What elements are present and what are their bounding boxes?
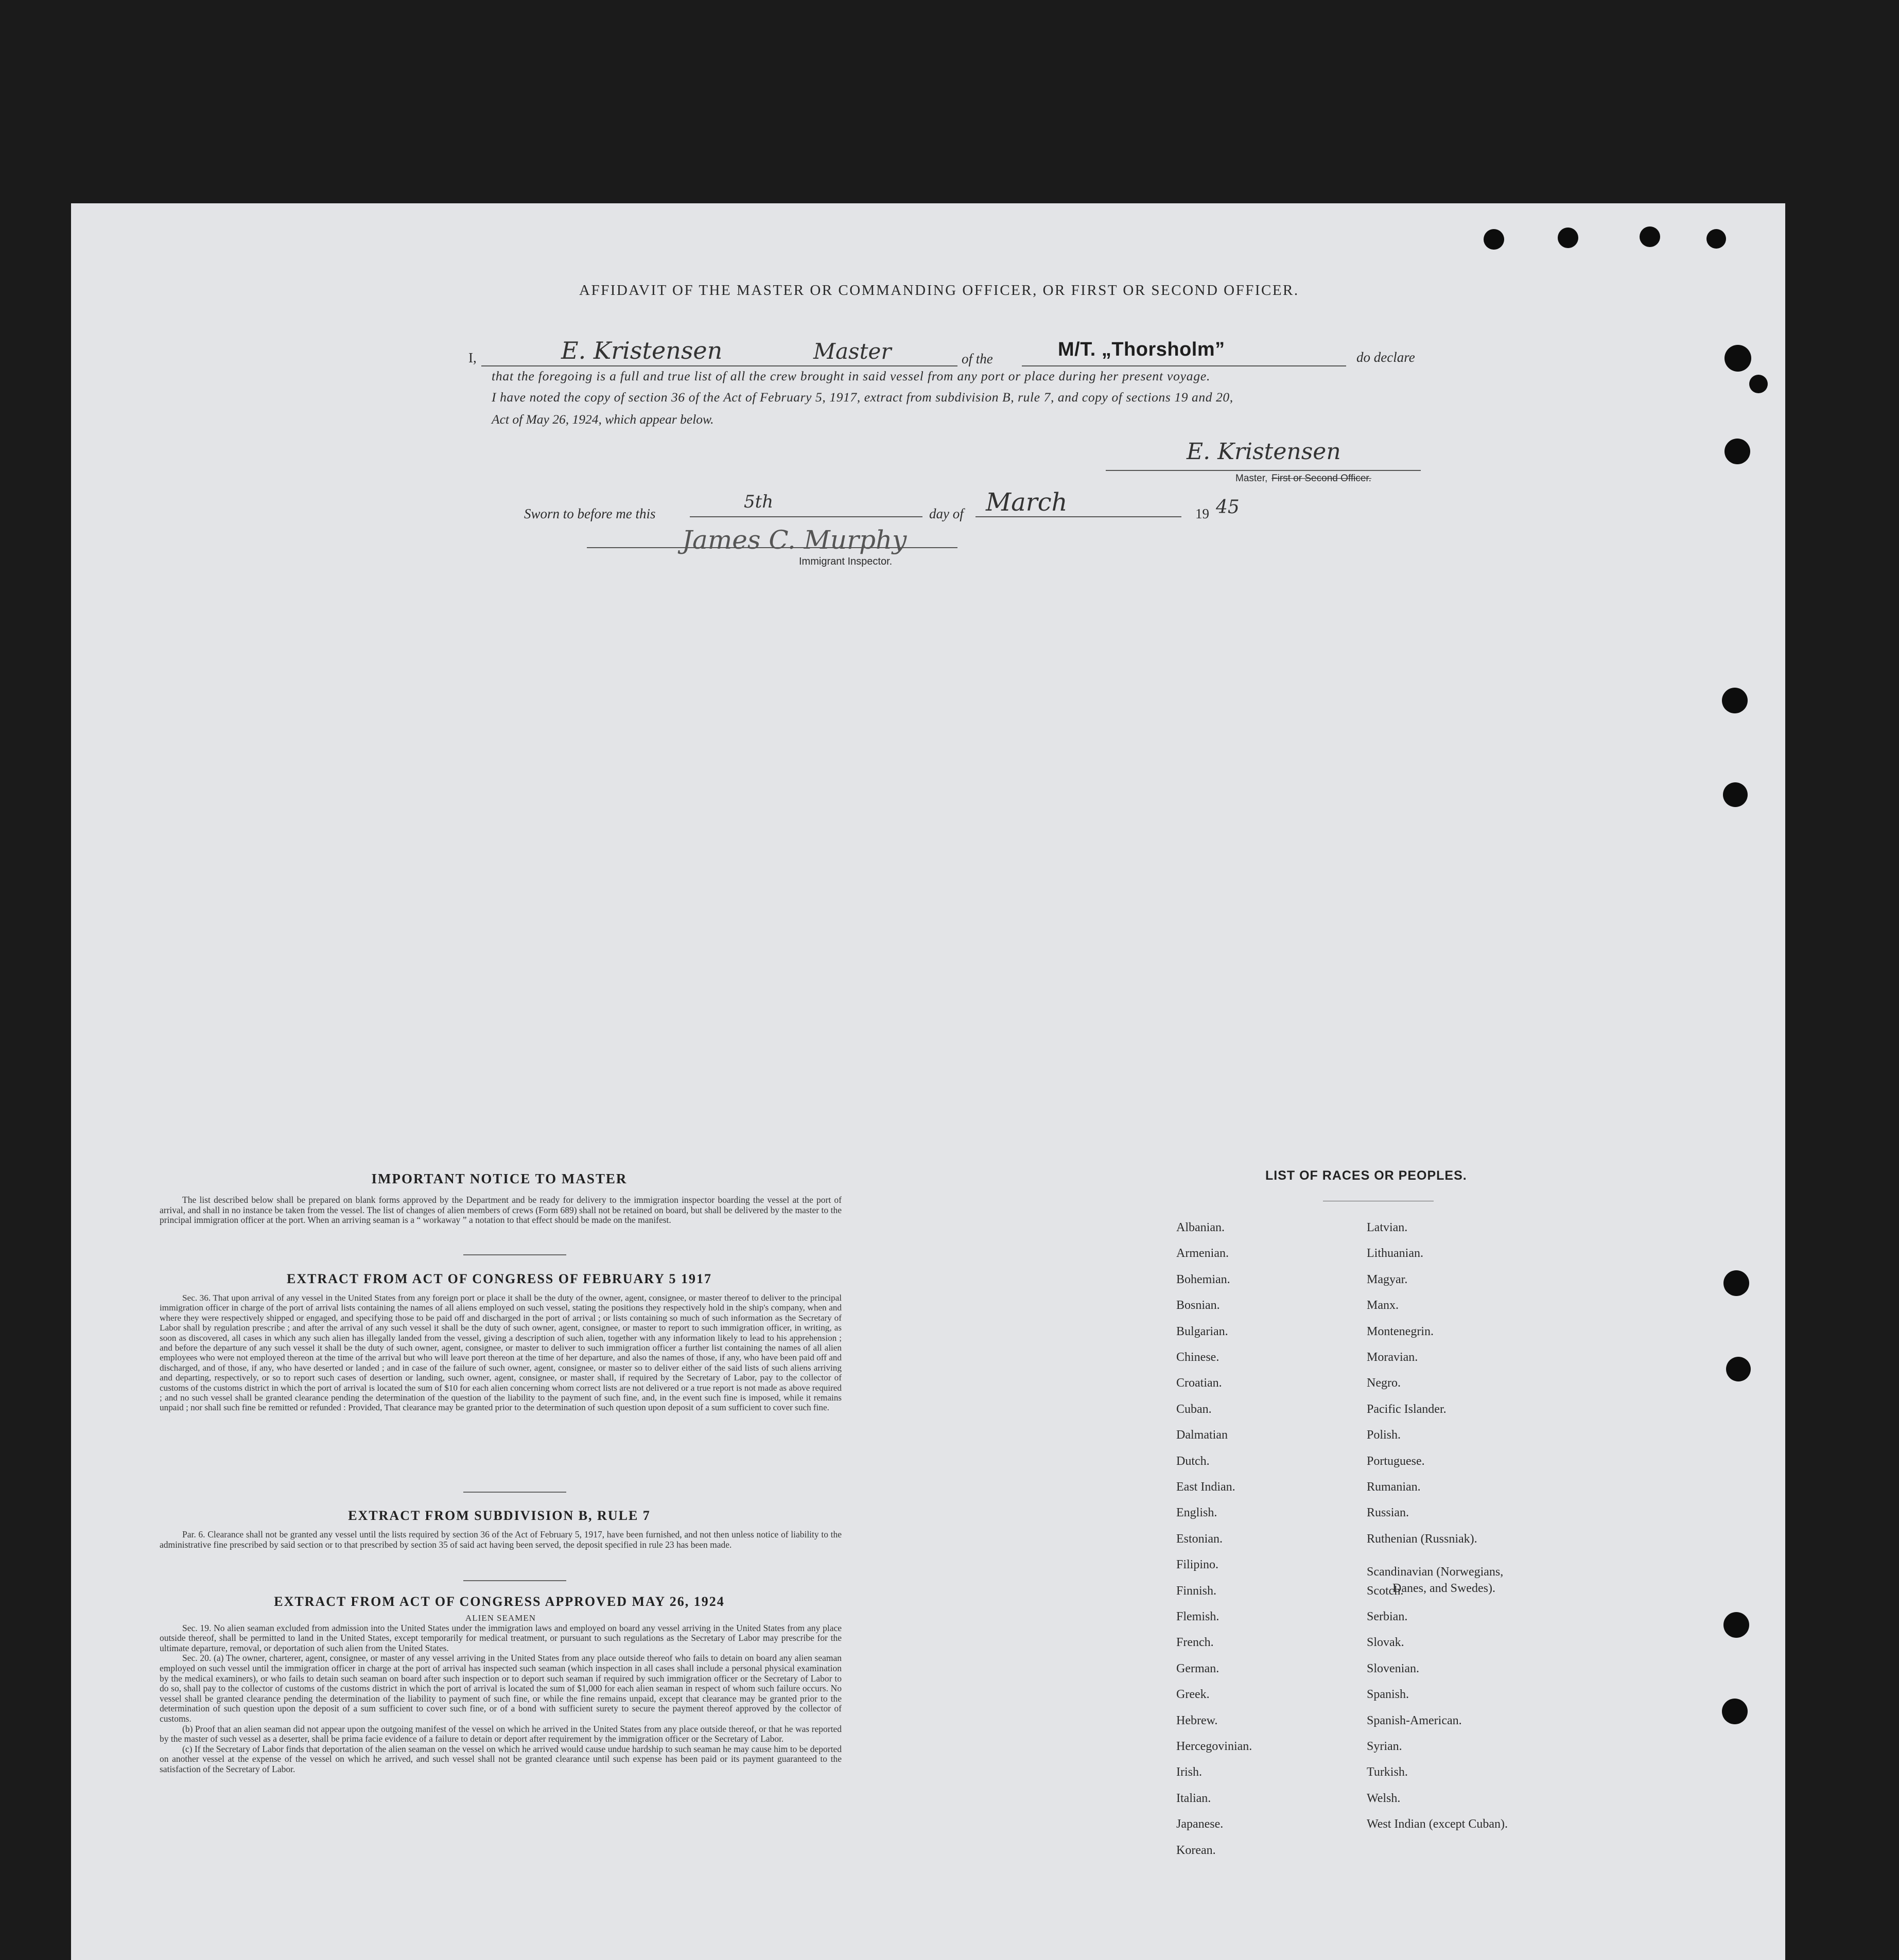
race-item: Slovenian. bbox=[1367, 1662, 1419, 1675]
master-signature-line bbox=[1106, 470, 1421, 471]
punch-hole bbox=[1726, 1357, 1751, 1381]
extract-rule-7-title: EXTRACT FROM SUBDIVISION B, RULE 7 bbox=[348, 1508, 651, 1523]
race-item: Magyar. bbox=[1367, 1273, 1408, 1286]
day-underline bbox=[690, 516, 922, 517]
section-36-text: Sec. 36. That upon arrival of any vessel in the United States from any foreign port or place it shall be the duty of the owner, agent, consignee, or master thereof to deliver to the principal immigration officer in charge of the port of arrival lists containing the names of all aliens employed on such vessel, stating the positions they respectively hold in the ship's company, when and where they were respectively shipped or engaged, and specifying those to be paid off and discharged in the port of arrival ; or lists containing so much of such information as the Secretary of Labor shall by regulation prescribe ; and after the arrival of any such vessel it shall be the duty of such owner, agent, consignee, or master to report to such immigration officer, in writing, as soon as discovered, all cases in which any such alien has illegally landed from the vessel, giving a description of such alien, together with any information likely to lead to his apprehension ; and before the departure of any such vessel it shall be the duty of such owner, agent, consignee, or master to deliver to such immigration officer a further list containing the names of all alien employees who were not employed thereon at the time of the arrival but who will leave port thereon at the time of her departure, and also the names of those, if any, who have been paid off and discharged, and of those, if any, who have deserted or landed ; and in case of the failure of such owner, agent, consignee, or master so to deliver either of the said lists of such aliens arriving and departing, respectively, or so to report such cases of desertion or landing, such owner, agent, consignee, or master shall, if required by the Secretary of Labor, pay to the collector of customs of the customs district in which the port of arrival is located the sum of $10 for each alien concerning whom correct lists are not delivered or a true report is not made as above required ; and no such vessel shall be granted clearance pending the determination of the question of the liability to the payment of such fine, and, in the event such fine is imposed, while it remains unpaid ; nor shall such fine be remitted or refunded : Provided, That clearance may be granted prior to the determination of such question upon deposit of a sum sufficient to cover such fine. bbox=[160, 1293, 842, 1413]
race-item: Bohemian. bbox=[1176, 1273, 1230, 1286]
punch-hole bbox=[1724, 345, 1751, 372]
race-item: Filipino. bbox=[1176, 1558, 1219, 1571]
punch-hole bbox=[1706, 229, 1726, 249]
do-declare-label: do declare bbox=[1356, 349, 1415, 365]
race-item: Manx. bbox=[1367, 1299, 1399, 1312]
declaration-line-2: that the foregoing is a full and true list of all the crew brought in said vessel from any port or place during her present voyage. bbox=[492, 369, 1211, 383]
punch-hole bbox=[1723, 782, 1748, 807]
race-item: Scotch. bbox=[1367, 1584, 1404, 1598]
race-item: Syrian. bbox=[1367, 1740, 1402, 1753]
year-handwritten: 45 bbox=[1216, 497, 1240, 518]
section-divider bbox=[463, 1492, 566, 1493]
section-divider bbox=[463, 1254, 566, 1255]
race-item: Negro. bbox=[1367, 1376, 1401, 1390]
race-item: Dutch. bbox=[1176, 1455, 1210, 1468]
inspector-label: Immigrant Inspector. bbox=[799, 556, 893, 567]
punch-hole bbox=[1749, 375, 1768, 393]
race-item: German. bbox=[1176, 1662, 1219, 1675]
race-item: Spanish-American. bbox=[1367, 1714, 1462, 1727]
section-36-block bbox=[160, 1293, 842, 1413]
race-item: Russian. bbox=[1367, 1506, 1409, 1519]
master-signature: E. Kristensen bbox=[1187, 439, 1341, 465]
day-of-label: day of bbox=[929, 506, 964, 521]
declaration-prefix: I, bbox=[468, 350, 477, 365]
master-label: Master, bbox=[1235, 473, 1268, 484]
inspector-signature: James C. Murphy bbox=[682, 525, 907, 555]
declaration-line-4: Act of May 26, 1924, which appear below. bbox=[492, 412, 714, 427]
extract-1924-title: EXTRACT FROM ACT OF CONGRESS APPROVED MAY 26, 1924 bbox=[274, 1594, 725, 1609]
race-item: Irish. bbox=[1176, 1765, 1202, 1779]
name-underline bbox=[481, 365, 957, 366]
handwritten-name: E. Kristensen bbox=[561, 337, 723, 364]
race-item: Albanian. bbox=[1176, 1221, 1225, 1234]
race-item: Chinese. bbox=[1176, 1351, 1219, 1364]
section-19-text: Sec. 19. No alien seaman excluded from admission into the United States under the immigration laws and employed on board any vessel arriving in the United States from any place outside thereof, shall be permitted to land in the United States, except temporarily for medical treatment, or pursuant to such regulations as the Secretary of Labor may prescribe for the ultimate departure, removal, or deportation of such alien from the United States. bbox=[160, 1622, 842, 1653]
year-prefix: 19 bbox=[1195, 506, 1209, 521]
race-item: Bosnian. bbox=[1176, 1299, 1220, 1312]
section-divider bbox=[463, 1580, 566, 1581]
race-item: Moravian. bbox=[1367, 1351, 1418, 1364]
race-item: Greek. bbox=[1176, 1688, 1210, 1701]
alien-seamen-subtitle: ALIEN SEAMEN bbox=[465, 1613, 536, 1623]
race-item: East Indian. bbox=[1176, 1480, 1235, 1494]
race-item: Cuban. bbox=[1176, 1403, 1212, 1416]
race-item: Montenegrin. bbox=[1367, 1325, 1434, 1338]
section-20c-text: (c) If the Secretary of Labor finds that deportation of the alien seaman on the vessel on which he arrived would cause undue hardship to such seaman he may cause him to be deported on another vessel at the expense of the vessel on which he arrived, and such vessel shall not be granted clearance until such expense has been paid or its payment guaranteed to the satisfaction of the Secretary of Labor. bbox=[160, 1743, 842, 1774]
month-underline bbox=[975, 516, 1181, 517]
of-the-label: of the bbox=[962, 351, 993, 366]
notice-title: IMPORTANT NOTICE TO MASTER bbox=[371, 1171, 628, 1186]
handwritten-rank: Master bbox=[813, 339, 892, 364]
race-item: Rumanian. bbox=[1367, 1480, 1421, 1494]
race-item: Portuguese. bbox=[1367, 1455, 1425, 1468]
inspector-signature-line bbox=[587, 547, 957, 548]
punch-hole bbox=[1484, 229, 1504, 250]
race-item: Japanese. bbox=[1176, 1817, 1224, 1831]
sworn-month-handwritten: March bbox=[986, 488, 1068, 517]
race-item: Serbian. bbox=[1367, 1610, 1408, 1623]
race-item: Estonian. bbox=[1176, 1532, 1223, 1546]
affidavit-title: AFFIDAVIT OF THE MASTER OR COMMANDING OFFICER, OR FIRST OR SECOND OFFICER. bbox=[579, 282, 1299, 299]
race-item: French. bbox=[1176, 1636, 1214, 1649]
race-item: Latvian. bbox=[1367, 1221, 1408, 1234]
punch-hole bbox=[1722, 688, 1748, 713]
punch-hole bbox=[1723, 1270, 1749, 1296]
notice-intro-text: The list described below shall be prepared on blank forms approved by the Department and be ready for delivery to the immigration inspector boarding the vessel at the port of arrival, and shall in no instance be taken from the vessel. The list of changes of alien members of crews (Form 689) shall not be retained on board, but shall be delivered by the master to the principal immigration officer at the port. When an arriving seaman is a “ workaway ” a notation to that effect should be made on the manifest. bbox=[160, 1195, 842, 1226]
race-item: Croatian. bbox=[1176, 1376, 1222, 1390]
race-item: Ruthenian (Russniak). bbox=[1367, 1532, 1477, 1546]
race-item: Dalmatian bbox=[1176, 1428, 1228, 1442]
alien-seamen-block bbox=[160, 1613, 842, 1775]
race-item: West Indian (except Cuban). bbox=[1367, 1817, 1508, 1831]
punch-hole bbox=[1640, 226, 1660, 247]
race-item: Italian. bbox=[1176, 1792, 1211, 1805]
punch-hole bbox=[1558, 227, 1578, 248]
sworn-prefix: Sworn to before me this bbox=[524, 506, 656, 521]
race-item: Korean. bbox=[1176, 1844, 1216, 1857]
race-item: Finnish. bbox=[1176, 1584, 1217, 1598]
paragraph-6-text: Par. 6. Clearance shall not be granted any vessel until the lists required by section 36 of the Act of February 5, 1917, have been furnished, and not then unless notice of liability to the administrative fine prescribed by said section or to that prescribed by section 35 of said act having been served, the deposit specified in rule 23 has been made. bbox=[160, 1529, 842, 1550]
sworn-day-handwritten: 5th bbox=[744, 492, 774, 512]
section-20b-text: (b) Proof that an alien seaman did not appear upon the outgoing manifest of the vessel on which he arrived in the United States from any place outside thereof, or that he was reported by the master of such vessel as a deserter, shall be prima facie evidence of a failure to detain or deport after requirement by the immigration officer or the Secretary of Labor. bbox=[160, 1723, 842, 1744]
vessel-underline bbox=[1022, 365, 1346, 366]
race-item: Spanish. bbox=[1367, 1688, 1409, 1701]
race-item: Welsh. bbox=[1367, 1792, 1401, 1805]
struck-officer-label: First or Second Officer. bbox=[1271, 473, 1371, 484]
race-item: Polish. bbox=[1367, 1428, 1401, 1442]
race-item: Hercegovinian. bbox=[1176, 1740, 1252, 1753]
race-item: Flemish. bbox=[1176, 1610, 1219, 1623]
race-item: Lithuanian. bbox=[1367, 1247, 1423, 1260]
declaration-line-3: I have noted the copy of section 36 of the Act of February 5, 1917, extract from subdivision B, rule 7, and copy of sections 19 and 20, bbox=[492, 390, 1233, 405]
notice-intro bbox=[160, 1195, 842, 1226]
race-item: English. bbox=[1176, 1506, 1217, 1519]
race-item: Danes, and Swedes). bbox=[1392, 1582, 1495, 1595]
race-item: Bulgarian. bbox=[1176, 1325, 1228, 1338]
punch-hole bbox=[1723, 1612, 1749, 1638]
section-20a-text: Sec. 20. (a) The owner, charterer, agent, consignee, or master of any vessel arriving in the United States from any place outside thereof who fails to detain on board any alien seaman employed on such vessel until the immigration officer in charge at the port of arrival has inspected such seaman (which inspection in all cases shall include a personal physical examination by the medical examiners), or who fails to detain such seaman on board after such inspection or to deport such seaman if required by such immigration officer or the Secretary of Labor to do so, shall pay to the collector of customs of the customs district in which the port of arrival is located the sum of $1,000 for each alien seaman in respect of whom such failure occurs. No vessel shall be granted clearance pending the determination of the liability to payment of such fine, or while the fine remains unpaid, except that clearance may be granted prior to the determination of such question upon the deposit of a sum sufficient to cover such fine, or of a bond with sufficient surety to secure the payment thereof approved by the collector of customs. bbox=[160, 1653, 842, 1724]
race-item: Slovak. bbox=[1367, 1636, 1404, 1649]
extract-1917-title: EXTRACT FROM ACT OF CONGRESS OF FEBRUARY 5 1917 bbox=[287, 1271, 712, 1286]
punch-hole bbox=[1724, 439, 1750, 464]
races-title: LIST OF RACES OR PEOPLES. bbox=[1265, 1168, 1467, 1183]
punch-hole bbox=[1722, 1699, 1748, 1724]
race-item: Hebrew. bbox=[1176, 1714, 1218, 1727]
paragraph-6-block bbox=[160, 1530, 842, 1550]
vessel-name-stamp: M/T. „Thorsholm” bbox=[1058, 339, 1225, 360]
race-item: Armenian. bbox=[1176, 1247, 1229, 1260]
race-item: Pacific Islander. bbox=[1367, 1403, 1447, 1416]
race-item: Scandinavian (Norwegians, bbox=[1367, 1565, 1504, 1579]
race-item: Turkish. bbox=[1367, 1765, 1408, 1779]
